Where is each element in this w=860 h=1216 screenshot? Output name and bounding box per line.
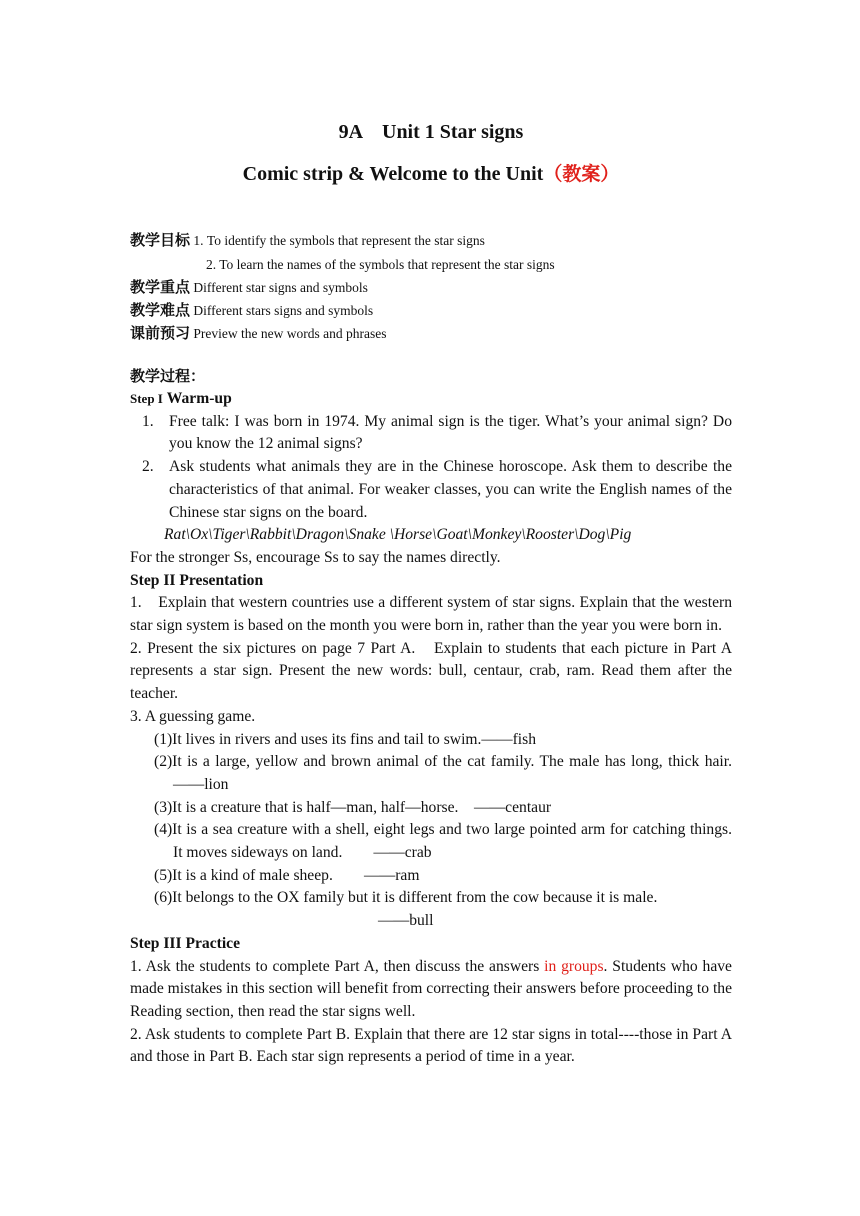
game-item: (5)It is a kind of male sheep. ——ram [154, 866, 420, 884]
list-number: 2. [142, 458, 154, 476]
subtitle-main: Comic strip & Welcome to the Unit [242, 163, 544, 185]
step3-text-before: 1. Ask the students to complete Part A, then discuss the answers [130, 957, 545, 975]
step3-paragraph-2: 2. Ask students to complete Part B. Explain that there are 12 star signs in total----those in Part A and those in Part B. Each star sign represents a period of time in a year. [130, 1025, 732, 1066]
list-item [130, 411, 732, 456]
game-item: (3)It is a creature that is half—man, half—horse. ——centaur [154, 798, 552, 816]
lesson-body [130, 388, 764, 1069]
objective-item-2: 2. To learn the names of the symbols that represent the star signs [206, 257, 555, 272]
process-heading: 教学过程： [130, 367, 206, 385]
preview-label: 课前预习 [130, 324, 191, 342]
game-item: (4)It is a sea creature with a shell, eight legs and two large pointed arm for catching things. It moves sideways on land. ——crab [154, 821, 732, 862]
step1-title: Warm-up [166, 390, 232, 407]
objective-item-1: 1. To identify the symbols that represent the star signs [193, 233, 485, 248]
objective-label: 教学目标 [130, 231, 191, 249]
difficult-points-text: Different stars signs and symbols [193, 303, 374, 318]
list-number: 1. [142, 412, 154, 430]
document-subtitle [130, 159, 732, 186]
step2-paragraph-1: 1. Explain that western countries use a different system of star signs. Explain that the western star sign system is based on the month you were born in, rather than the year you were born in. [130, 594, 732, 635]
difficult-points-label: 教学难点 [130, 301, 191, 319]
document-title: 9A Unit 1 Star signs [338, 121, 524, 143]
key-points-row [130, 276, 368, 299]
preview-row [130, 322, 386, 345]
preview-text: Preview the new words and phrases [193, 326, 387, 341]
step1-note: For the stronger Ss, encourage Ss to say the names directly. [130, 548, 501, 566]
step3-text-after: . Students who have made mistakes in this section will benefit from correcting their answers before proceeding to the Reading section, then read the star signs well. [130, 957, 732, 1020]
step1-heading [130, 388, 732, 411]
animal-names: Rat\Ox\Tiger\Rabbit\Dragon\Snake \Horse\Goat\Monkey\Rooster\Dog\Pig [164, 526, 632, 544]
step1-prefix: Step I [130, 391, 163, 406]
game-last-answer: ——bull [378, 912, 434, 930]
warmup-list [130, 411, 732, 525]
highlight-text: in groups [544, 957, 604, 975]
subtitle-tag: （教案） [543, 163, 620, 185]
list-text: Free talk: I was born in 1974. My animal sign is the tiger. What’s your animal sign? Do you know the 12 animal signs? [169, 412, 732, 453]
list-item [130, 456, 732, 524]
step2-paragraph-2: 2. Present the six pictures on page 7 Part A. Explain to students that each picture in Part A represents a star sign. Present the new words: bull, centaur, crab, ram. Read them after the teacher. [130, 639, 732, 703]
step2-title: Step II Presentation [130, 571, 264, 589]
game-item: (6)It belongs to the OX family but it is different from the cow because it is male. [154, 889, 658, 907]
difficult-points-row [130, 299, 373, 322]
game-item: (2)It is a large, yellow and brown animal of the cat family. The male has long, thick hair. ——lion [154, 753, 764, 793]
step3-paragraph-1 [130, 956, 732, 1024]
key-points-text: Different star signs and symbols [193, 280, 368, 295]
step3-title: Step III Practice [130, 934, 240, 952]
guessing-game [130, 729, 764, 933]
game-item: (1)It lives in rivers and uses its fins and tail to swim.——fish [154, 730, 537, 748]
objective-row [130, 229, 485, 252]
step2-paragraph-3: 3. A guessing game. [130, 707, 256, 725]
key-points-label: 教学重点 [130, 278, 191, 296]
list-text: Ask students what animals they are in the Chinese horoscope. Ask them to describe the characteristics of that animal. For weaker classes, you can write the English names of the Chinese star signs on the board. [169, 458, 732, 521]
